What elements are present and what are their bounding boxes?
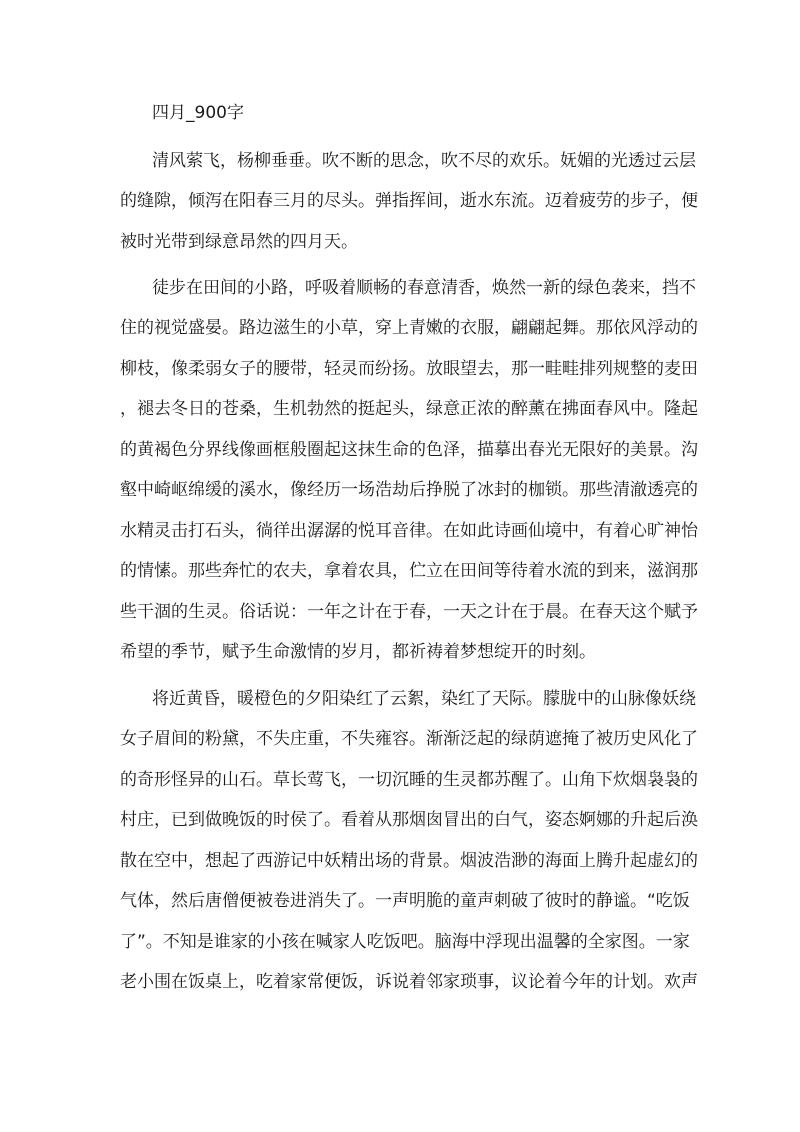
paragraph-2-line-10: 希望的季节，赋予生命激情的岁月，都祈祷着梦想绽开的时刻。 [120,642,596,662]
paragraph-3-line-8: 老小围在饭桌上，吃着家常便饭，诉说着邻家琐事，议论着今年的计划。欢声 [120,972,698,992]
paragraph-2-line-8: 的情愫。那些奔忙的农夫，拿着农具，伫立在田间等待着水流的到来，滋润那 [120,561,698,581]
paragraph-2-line-4: ，褪去冬日的苍桑，生机勃然的挺起头，绿意正浓的醉薰在拂面春风中。隆起 [120,399,698,419]
paragraph-1-line-1: 清风萦飞，杨柳垂垂。吹不断的思念，吹不尽的欢乐。妩媚的光透过云层 [152,151,696,171]
paragraph-3-line-4: 村庄，已到做晚饭的时侯了。看着从那烟囱冒出的白气，姿态婀娜的升起后涣 [120,810,698,830]
paragraph-2-line-9: 些干涸的生灵。俗话说：一年之计在于春，一天之计在于晨。在春天这个赋予 [120,602,698,622]
paragraph-1-line-2: 的缝隙，倾泻在阳春三月的尽头。弹指挥间，逝水东流。迈着疲劳的步子，便 [120,191,698,211]
paragraph-2-line-2: 住的视觉盛晏。路边滋生的小草，穿上青嫩的衣服，翩翩起舞。那依风浮动的 [120,318,698,338]
paragraph-3-line-3: 的奇形怪异的山石。草长莺飞，一切沉睡的生灵都苏醒了。山角下炊烟袅袅的 [120,770,698,790]
document-title: 四月_900字 [152,103,244,123]
paragraph-2-line-3: 柳枝，像柔弱女子的腰带，轻灵而纷扬。放眼望去，那一畦畦排列规整的麦田 [120,359,698,379]
paragraph-1-line-3: 被时光带到绿意昂然的四月天。 [120,232,358,252]
paragraph-3-line-1: 将近黄昏，暖橙色的夕阳染红了云絮，染红了天际。朦胧中的山脉像妖绕 [152,689,696,709]
paragraph-3-line-5: 散在空中，想起了西游记中妖精出场的背景。烟波浩渺的海面上腾升起虚幻的 [120,851,698,871]
paragraph-2-line-5: 的黄褐色分界线像画框般圈起这抹生命的色泽，描摹出春光无限好的美景。沟 [120,440,698,460]
paragraph-3-line-7: 了”。不知是谁家的小孩在喊家人吃饭吧。脑海中浮现出温馨的全家图。一家 [120,932,690,952]
paragraph-3-line-2: 女子眉间的粉黛，不失庄重，不失雍容。渐渐泛起的绿荫遮掩了被历史风化了 [120,729,698,749]
paragraph-2-line-7: 水精灵击打石头，徜徉出潺潺的悦耳音律。在如此诗画仙境中，有着心旷神怡 [120,521,698,541]
paragraph-2-line-6: 壑中崎岖绵缓的溪水，像经历一场浩劫后挣脱了冰封的枷锁。那些清澈透亮的 [120,480,698,500]
paragraph-3-line-6: 气体，然后唐僧便被卷进消失了。一声明脆的童声刺破了彼时的静谧。“吃饭 [120,891,690,911]
paragraph-2-line-1: 徒步在田间的小路，呼吸着顺畅的春意清香，焕然一新的绿色袭来，挡不 [152,278,696,298]
